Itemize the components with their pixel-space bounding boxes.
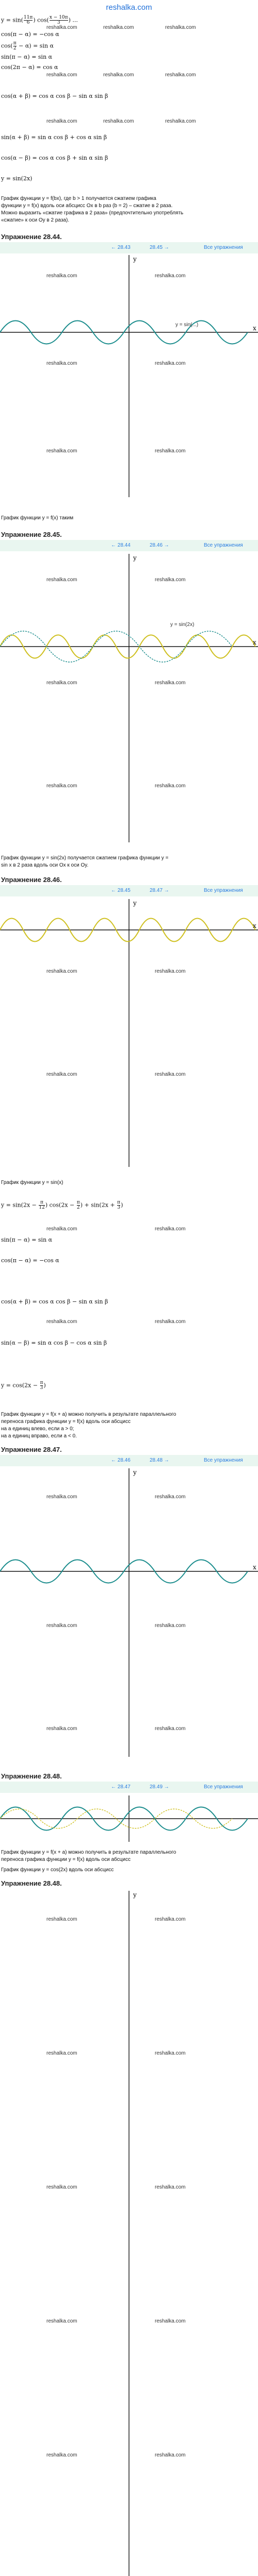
- watermark: reshalka.com: [155, 1072, 186, 1077]
- math-line: y = sin(2x − $\frac{\pi}{12}$ ) cos(2x − $\frac{\pi}{2}$ ) + sin(2x + $\frac{\pi}{3}$ ): [1, 1200, 123, 1210]
- watermark: reshalka.com: [155, 1319, 186, 1325]
- watermark: reshalka.com: [46, 361, 77, 366]
- math-line: sin(π − α) = sin α: [1, 54, 53, 60]
- next-link[interactable]: 28.45 →: [150, 245, 169, 250]
- exercise-nav-bar: [0, 1782, 258, 1793]
- watermark: reshalka.com: [46, 1623, 77, 1629]
- site-title[interactable]: reshalka.com: [106, 3, 152, 12]
- paragraph: График функции y = sin(x): [1, 1180, 63, 1185]
- all-exercises-link[interactable]: Все упражнения: [204, 245, 243, 250]
- paragraph: sin x в 2 раза вдоль оси Ox к оси Oy.: [1, 862, 89, 868]
- function-graph: [0, 1468, 258, 1757]
- math-line: y = cos(2x − $\frac{\pi}{3}$ ): [1, 1380, 46, 1391]
- exercise-nav-bar: [0, 1455, 258, 1466]
- math-line: cos(α + β) = cos α cos β − sin α sin β: [1, 93, 108, 99]
- watermark: reshalka.com: [155, 1917, 186, 1922]
- function-graph: [0, 1891, 258, 2576]
- watermark: reshalka.com: [46, 2184, 77, 2190]
- watermark: reshalka.com: [46, 577, 77, 583]
- watermark: reshalka.com: [46, 72, 77, 78]
- exercise-nav-bar: [0, 540, 258, 551]
- exercise-heading: Упражнение 28.48.: [1, 1772, 62, 1780]
- svg-text:x: x: [253, 922, 256, 929]
- watermark: reshalka.com: [155, 1226, 186, 1232]
- paragraph: функции y = f(x) вдоль оси абсцисс Ox в b раз (b = 2) – сжатие в 2 раза.: [1, 203, 173, 209]
- curve-label: y = sin(...): [175, 322, 199, 328]
- exercise-nav-bar: [0, 885, 258, 896]
- next-link[interactable]: 28.47 →: [150, 888, 169, 893]
- function-graph: [0, 899, 258, 1167]
- svg-text:x: x: [253, 1564, 256, 1571]
- watermark: reshalka.com: [46, 448, 77, 454]
- watermark: reshalka.com: [46, 1494, 77, 1500]
- paragraph: График функции y = f(x + a) можно получить в результате параллельного: [1, 1412, 176, 1417]
- prev-link[interactable]: ← 28.47: [111, 1784, 131, 1790]
- watermark: reshalka.com: [46, 1226, 77, 1232]
- watermark: reshalka.com: [46, 25, 77, 30]
- exercise-heading: Упражнение 28.45.: [1, 531, 62, 538]
- math-line: cos( $\frac{\pi}{2}$ − α) = sin α: [1, 41, 54, 51]
- paragraph: График функции y = f(x + a) можно получить в результате параллельного: [1, 1850, 176, 1855]
- watermark: reshalka.com: [46, 2050, 77, 2056]
- axis-label-x: x: [253, 325, 256, 332]
- watermark: reshalka.com: [155, 577, 186, 583]
- next-link[interactable]: 28.46 →: [150, 543, 169, 548]
- function-graph: [0, 554, 258, 842]
- watermark: reshalka.com: [155, 1623, 186, 1629]
- watermark: reshalka.com: [165, 25, 196, 30]
- math-line: cos(α + β) = cos α cos β − sin α sin β: [1, 1298, 108, 1305]
- all-exercises-link[interactable]: Все упражнения: [204, 543, 243, 548]
- watermark: reshalka.com: [155, 680, 186, 686]
- watermark: reshalka.com: [46, 2452, 77, 2458]
- math-line: cos(π − α) = −cos α: [1, 1257, 59, 1264]
- prev-link[interactable]: ← 28.43: [111, 245, 131, 250]
- paragraph: График функции y = cos(2x) вдоль оси абсцисс: [1, 1867, 114, 1873]
- watermark: reshalka.com: [155, 2050, 186, 2056]
- watermark: reshalka.com: [46, 273, 77, 279]
- exercise-heading: Упражнение 28.46.: [1, 876, 62, 884]
- paragraph: переноса графика функции y = f(x) вдоль оси абсцисс: [1, 1419, 131, 1425]
- watermark: reshalka.com: [46, 680, 77, 686]
- svg-text:y: y: [133, 1469, 137, 1476]
- math-line: cos(2π − α) = cos α: [1, 64, 58, 71]
- watermark: reshalka.com: [155, 361, 186, 366]
- exercise-heading: Упражнение 28.47.: [1, 1446, 62, 1453]
- watermark: reshalka.com: [155, 2452, 186, 2458]
- svg-text:y = sin(2x): y = sin(2x): [170, 622, 195, 628]
- watermark: reshalka.com: [165, 72, 196, 78]
- site-header: [0, 0, 258, 14]
- svg-text:y: y: [133, 1891, 137, 1899]
- all-exercises-link[interactable]: Все упражнения: [204, 888, 243, 893]
- math-line: sin(π − α) = sin α: [1, 1236, 53, 1243]
- watermark: reshalka.com: [155, 969, 186, 974]
- watermark: reshalka.com: [103, 25, 134, 30]
- paragraph: График функции y = f(bx), где b > 1 получается сжатием графика: [1, 196, 156, 201]
- svg-text:y: y: [133, 554, 137, 562]
- prev-link[interactable]: ← 28.45: [111, 888, 131, 893]
- svg-text:x: x: [253, 639, 256, 646]
- paragraph: График функции y = f(x) таким: [1, 515, 74, 521]
- watermark: reshalka.com: [46, 2318, 77, 2324]
- prev-link[interactable]: ← 28.46: [111, 1458, 131, 1463]
- paragraph: на a единиц вправо, если a < 0.: [1, 1433, 77, 1439]
- watermark: reshalka.com: [155, 2318, 186, 2324]
- watermark: reshalka.com: [103, 118, 134, 124]
- watermark: reshalka.com: [46, 1726, 77, 1732]
- function-graph: [0, 255, 258, 497]
- watermark: reshalka.com: [46, 1319, 77, 1325]
- math-line: sin(α − β) = sin α cos β − cos α sin β: [1, 1340, 107, 1346]
- function-graph: [0, 1795, 258, 1842]
- watermark: reshalka.com: [155, 783, 186, 789]
- math-line: cos(π − α) = −cos α: [1, 31, 59, 38]
- watermark: reshalka.com: [155, 1726, 186, 1732]
- watermark: reshalka.com: [46, 1072, 77, 1077]
- watermark: reshalka.com: [155, 273, 186, 279]
- svg-text:y: y: [133, 900, 137, 907]
- exercise-heading: Упражнение 28.48.: [1, 1879, 62, 1887]
- all-exercises-link[interactable]: Все упражнения: [204, 1458, 243, 1463]
- next-link[interactable]: 28.49 →: [150, 1784, 169, 1790]
- watermark: reshalka.com: [46, 118, 77, 124]
- math-line: cos(α − β) = cos α cos β + sin α sin β: [1, 155, 108, 161]
- watermark: reshalka.com: [165, 118, 196, 124]
- all-exercises-link[interactable]: Все упражнения: [204, 1784, 243, 1790]
- watermark: reshalka.com: [46, 1917, 77, 1922]
- prev-link[interactable]: ← 28.44: [111, 543, 131, 548]
- watermark: reshalka.com: [155, 1494, 186, 1500]
- math-line: y = sin(2x): [1, 175, 33, 182]
- watermark: reshalka.com: [46, 969, 77, 974]
- paragraph: График функции y = sin(2x) получается сжатием графика функции y =: [1, 855, 169, 861]
- paragraph: на a единиц влево, если a > 0;: [1, 1426, 74, 1432]
- paragraph: переноса графика функции y = f(x) вдоль оси абсцисс: [1, 1857, 131, 1862]
- math-line: sin(α + β) = sin α cos β + cos α sin β: [1, 134, 107, 141]
- watermark: reshalka.com: [155, 2184, 186, 2190]
- watermark: reshalka.com: [46, 783, 77, 789]
- math-line: y = sin( $\frac{11\pi}{6}$ ) cos( $\frac{x - 10\pi}{3}$ ) ...: [1, 15, 78, 25]
- exercise-nav-bar: [0, 242, 258, 253]
- watermark: reshalka.com: [103, 72, 134, 78]
- exercise-heading: Упражнение 28.44.: [1, 233, 62, 241]
- axis-label-y: y: [133, 256, 137, 263]
- next-link[interactable]: 28.48 →: [150, 1458, 169, 1463]
- watermark: reshalka.com: [155, 448, 186, 454]
- paragraph: Можно выразить «сжатие графика в 2 раза» (предпочтительно употреблять: [1, 210, 184, 216]
- paragraph: «сжатие» к оси Oy в 2 раза).: [1, 217, 70, 223]
